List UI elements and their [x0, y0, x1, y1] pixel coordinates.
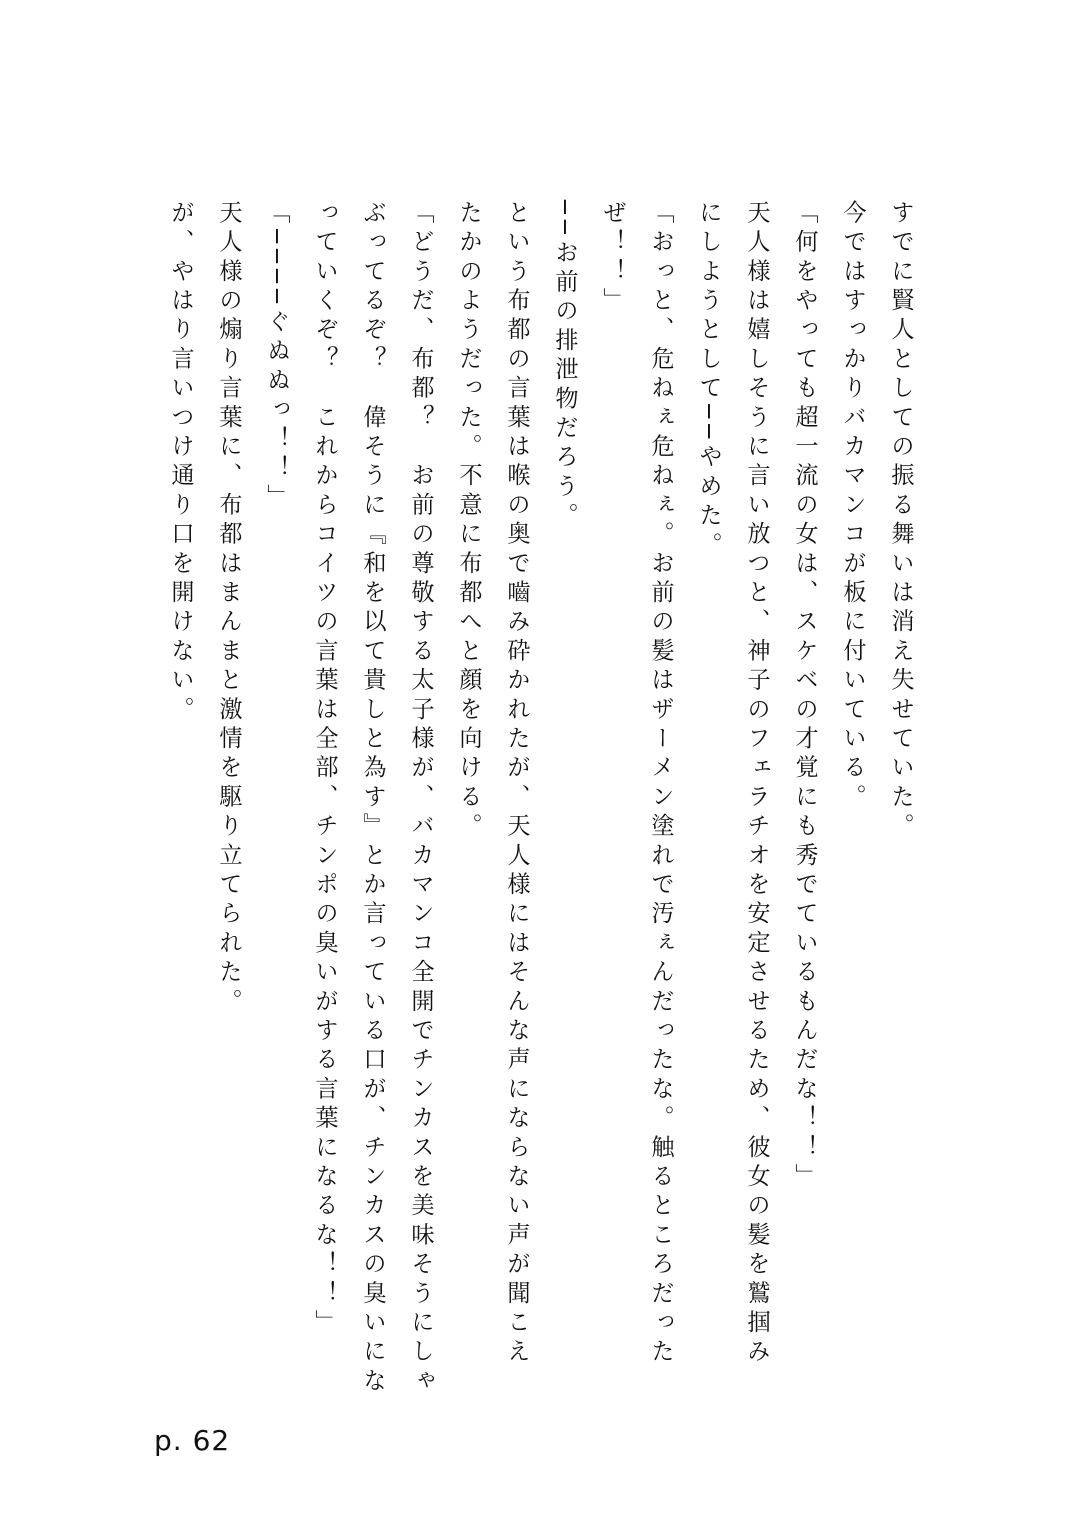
- text-line: っていくぞ？ これからコイツの言葉は全部、チンポの臭いがする言葉になるな！！」: [311, 200, 338, 1339]
- text-line: ──お前の排泄物だろう。: [551, 200, 578, 532]
- text-line: 「何をやっても超一流の女は、スケベの才覚にも秀でているもんだな！！」: [791, 200, 818, 1193]
- text-line: 今ではすっかりバカマンコが板に付いている。: [839, 200, 866, 814]
- text-line: 天人様の煽り言葉に、布都はまんまと激情を駆り立てられた。: [215, 200, 242, 1018]
- text-line: たかのようだった。不意に布都へと顔を向ける。: [455, 200, 482, 843]
- text-line: ぜ！！」: [599, 200, 626, 317]
- text-line: 天人様は嬉しそうに言い放つと、神子のフェラチオを安定させるため、彼女の髪を鷲掴み: [743, 200, 770, 1368]
- text-line: すでに賢人としての振る舞いは消え失せていた。: [887, 200, 914, 843]
- text-line: 「おっと、危ねぇ危ねぇ。お前の髪はザーメン塗れで汚ぇんだったな。触るところだった: [647, 200, 674, 1368]
- vertical-text-body: [156, 200, 924, 1400]
- text-line: 「────ぐぬぬっ！！」: [263, 200, 290, 514]
- page-number: p. 62: [154, 1424, 231, 1457]
- text-line: にしようとして──やめた。: [695, 200, 722, 562]
- text-line: ぶってるぞ？ 偉そうに『和を以て貴しと為す』とか言っている口が、チンカスの臭いにな: [359, 200, 386, 1398]
- text-line: という布都の言葉は喉の奥で嚙み砕かれたが、天人様にはそんな声にならない声が聞こえ: [503, 200, 530, 1368]
- text-line: 「どうだ、布都？ お前の尊敬する太子様が、バカマンコ全開でチンカスを美味そうにしゃ: [407, 200, 434, 1398]
- text-line: が、やはり言いつけ通り口を開けない。: [167, 200, 194, 726]
